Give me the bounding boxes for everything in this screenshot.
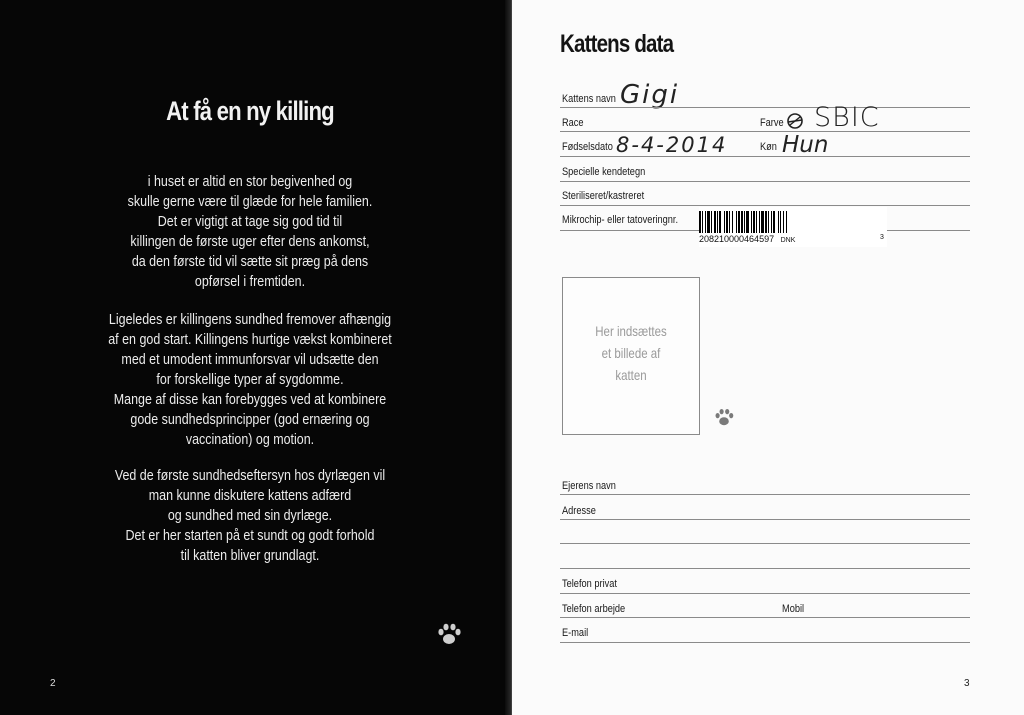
text-line: Det er vigtigt at tage sig god tid til [157, 214, 343, 230]
text-line: katten [615, 367, 647, 383]
text-line: Ved de første sundhedseftersyn hos dyrlægen vil [114, 468, 386, 484]
paw-print-icon [434, 620, 464, 650]
barcode-icon [699, 211, 859, 233]
field-rule [560, 107, 970, 108]
text-line: da den første tid vil sætte sit præg på dens [131, 254, 369, 270]
microchip-index: 3 [880, 234, 884, 241]
photo-placeholder-text [575, 320, 687, 386]
microchip-label: Mikrochip- eller tatoveringnr. [562, 214, 679, 226]
text-line: for forskellige typer af sygdomme. [156, 372, 344, 388]
crossed-out-mark-icon [785, 111, 805, 131]
text-line: killingen de første uger efter dens ankomst, [130, 234, 370, 250]
cat-name-value: Gigi [620, 80, 680, 110]
cat-color-value: SBIC [814, 102, 880, 133]
owner-name-label: Ejerens navn [562, 480, 616, 492]
page-number-right: 3 [964, 678, 970, 689]
sex-value: Hun [782, 132, 829, 158]
race-label: Race [562, 117, 584, 129]
color-label: Farve [760, 117, 784, 129]
text-line: gode sundhedsprincipper (god ernæring og [130, 412, 370, 428]
birth-date-label: Fødselsdato [562, 141, 613, 153]
field-rule [560, 181, 970, 182]
paw-print-icon [712, 406, 736, 430]
microchip-barcode-sticker [699, 207, 887, 247]
text-line: vaccination) og motion. [185, 432, 315, 448]
field-rule [560, 593, 970, 594]
field-rule [560, 205, 970, 206]
text-line: opførsel i fremtiden. [194, 274, 306, 290]
microchip-number: 208210000464597 [699, 234, 775, 244]
text-line: til katten bliver grundlagt. [180, 548, 320, 564]
field-rule [560, 543, 970, 544]
right-page [512, 0, 1024, 715]
field-rule [560, 494, 970, 495]
field-rule [560, 156, 970, 157]
text-line: Det er her starten på et sundt og godt forhold [125, 528, 375, 544]
email-label: E-mail [562, 627, 589, 639]
phone-private-label: Telefon privat [562, 578, 617, 590]
vet-paragraph [35, 466, 465, 566]
right-page-title: Kattens data [560, 30, 674, 58]
cat-name-label: Kattens navn [562, 93, 616, 105]
text-line: man kunne diskutere kattens adfærd [148, 488, 352, 504]
field-rule [560, 617, 970, 618]
special-marks-label: Specielle kendetegn [562, 166, 646, 178]
text-line: og sundhed med sin dyrlæge. [167, 508, 333, 524]
sex-label: Køn [760, 141, 777, 153]
field-rule [560, 568, 970, 569]
address-label: Adresse [562, 505, 596, 517]
text-line: Mange af disse kan forebygges ved at kombinere [113, 392, 387, 408]
text-line: skulle gerne være til glæde for hele familien. [127, 194, 373, 210]
text-line: et billede af [601, 345, 661, 361]
birth-date-value: 8-4-2014 [616, 133, 728, 157]
text-line: Her indsættes [595, 323, 667, 339]
neutered-label: Steriliseret/kastreret [562, 190, 645, 202]
text-line: af en god start. Killingens hurtige vækst kombineret [108, 332, 392, 348]
field-rule [560, 519, 970, 520]
microchip-number-line [699, 234, 884, 244]
microchip-country: DNK [780, 237, 796, 244]
mobile-label: Mobil [782, 603, 805, 615]
intro-paragraph [35, 172, 465, 292]
page-number-left: 2 [50, 678, 56, 689]
field-rule [560, 131, 970, 132]
cat-photo-placeholder [562, 277, 700, 435]
text-line: i huset er altid en stor begivenhed og [147, 174, 353, 190]
field-rule [560, 642, 970, 643]
health-paragraph [35, 310, 465, 450]
left-page [0, 0, 510, 715]
phone-work-label: Telefon arbejde [562, 603, 626, 615]
left-page-title: At få en ny killing [166, 96, 334, 126]
text-line: med et umodent immunforsvar vil udsætte den [121, 352, 379, 368]
text-line: Ligeledes er killingens sundhed fremover afhængig [108, 312, 392, 328]
